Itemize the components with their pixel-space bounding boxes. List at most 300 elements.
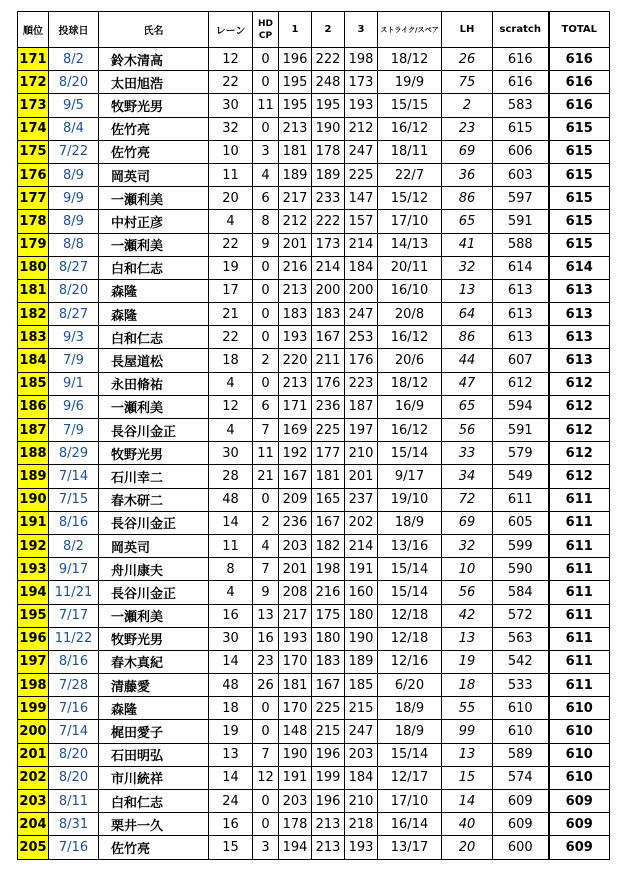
lh-cell: 65 [442, 395, 493, 418]
game-1-cell: 209 [279, 488, 312, 511]
name-cell: 梶田愛子 [99, 720, 209, 743]
hdcp-cell: 0 [253, 372, 279, 395]
strike-spare-cell: 16/12 [378, 326, 442, 349]
game-2-cell: 200 [312, 279, 345, 302]
lh-cell: 65 [442, 210, 493, 233]
game-2-cell: 167 [312, 326, 345, 349]
hdcp-cell: 7 [253, 419, 279, 442]
rank-cell: 182 [18, 303, 49, 326]
hdcp-cell: 11 [253, 94, 279, 117]
game-3-cell: 184 [345, 256, 378, 279]
table-row [18, 674, 610, 697]
lane-cell: 18 [209, 697, 253, 720]
strike-spare-cell: 17/10 [378, 210, 442, 233]
scratch-cell: 611 [493, 488, 549, 511]
rank-cell: 193 [18, 558, 49, 581]
lh-cell: 32 [442, 256, 493, 279]
table-row [18, 279, 610, 302]
lh-cell: 32 [442, 534, 493, 557]
table-row [18, 790, 610, 813]
lh-cell: 56 [442, 581, 493, 604]
game-1-cell: 183 [279, 303, 312, 326]
total-cell: 613 [549, 279, 610, 302]
scratch-cell: 590 [493, 558, 549, 581]
game-3-cell: 160 [345, 581, 378, 604]
game-1-cell: 170 [279, 697, 312, 720]
game-3-cell: 253 [345, 326, 378, 349]
hdcp-cell: 2 [253, 511, 279, 534]
game-2-cell: 214 [312, 256, 345, 279]
strike-spare-cell: 16/12 [378, 117, 442, 140]
game-3-cell: 187 [345, 395, 378, 418]
hdcp-cell: 0 [253, 326, 279, 349]
name-cell: 一瀬利美 [99, 187, 209, 210]
name-cell: 佐竹亮 [99, 836, 209, 859]
table-row [18, 349, 610, 372]
rank-cell: 174 [18, 117, 49, 140]
strike-spare-cell: 15/12 [378, 187, 442, 210]
game-1-cell: 194 [279, 836, 312, 859]
lh-cell: 18 [442, 674, 493, 697]
header-game-3: 3 [345, 12, 378, 48]
rank-cell: 190 [18, 488, 49, 511]
game-2-cell: 198 [312, 558, 345, 581]
date-cell: 9/17 [49, 558, 99, 581]
date-cell: 8/20 [49, 766, 99, 789]
game-2-cell: 190 [312, 117, 345, 140]
date-cell: 8/20 [49, 279, 99, 302]
lane-cell: 28 [209, 465, 253, 488]
hdcp-cell: 0 [253, 256, 279, 279]
date-cell: 8/20 [49, 71, 99, 94]
date-cell: 8/31 [49, 813, 99, 836]
table-row [18, 419, 610, 442]
lh-cell: 23 [442, 117, 493, 140]
lane-cell: 48 [209, 674, 253, 697]
table-row [18, 558, 610, 581]
strike-spare-cell: 18/12 [378, 372, 442, 395]
table-row [18, 395, 610, 418]
hdcp-cell: 8 [253, 210, 279, 233]
lane-cell: 12 [209, 395, 253, 418]
game-2-cell: 213 [312, 813, 345, 836]
lh-cell: 15 [442, 766, 493, 789]
table-row [18, 163, 610, 186]
lane-cell: 22 [209, 326, 253, 349]
game-3-cell: 193 [345, 94, 378, 117]
game-3-cell: 210 [345, 442, 378, 465]
lane-cell: 30 [209, 94, 253, 117]
name-cell: 永田脩祐 [99, 372, 209, 395]
strike-spare-cell: 9/17 [378, 465, 442, 488]
name-cell: 太田旭浩 [99, 71, 209, 94]
date-cell: 8/2 [49, 534, 99, 557]
game-3-cell: 223 [345, 372, 378, 395]
scratch-cell: 616 [493, 48, 549, 71]
game-1-cell: 208 [279, 581, 312, 604]
lh-cell: 75 [442, 71, 493, 94]
header-game-2: 2 [312, 12, 345, 48]
name-cell: 佐竹亮 [99, 140, 209, 163]
rank-cell: 191 [18, 511, 49, 534]
game-3-cell: 193 [345, 836, 378, 859]
strike-spare-cell: 16/12 [378, 419, 442, 442]
strike-spare-cell: 18/12 [378, 48, 442, 71]
lane-cell: 24 [209, 790, 253, 813]
game-2-cell: 196 [312, 743, 345, 766]
lh-cell: 36 [442, 163, 493, 186]
game-3-cell: 184 [345, 766, 378, 789]
lane-cell: 16 [209, 604, 253, 627]
date-cell: 7/14 [49, 720, 99, 743]
rank-cell: 173 [18, 94, 49, 117]
lane-cell: 17 [209, 279, 253, 302]
strike-spare-cell: 22/7 [378, 163, 442, 186]
total-cell: 616 [549, 71, 610, 94]
scratch-cell: 613 [493, 279, 549, 302]
game-1-cell: 216 [279, 256, 312, 279]
game-1-cell: 190 [279, 743, 312, 766]
lh-cell: 13 [442, 743, 493, 766]
rank-cell: 202 [18, 766, 49, 789]
name-cell: 鈴木清高 [99, 48, 209, 71]
game-1-cell: 181 [279, 140, 312, 163]
lane-cell: 15 [209, 836, 253, 859]
lane-cell: 11 [209, 163, 253, 186]
lh-cell: 47 [442, 372, 493, 395]
lane-cell: 10 [209, 140, 253, 163]
table-row [18, 627, 610, 650]
game-1-cell: 178 [279, 813, 312, 836]
hdcp-cell: 2 [253, 349, 279, 372]
date-cell: 8/16 [49, 511, 99, 534]
game-1-cell: 193 [279, 326, 312, 349]
table-row [18, 187, 610, 210]
hdcp-cell: 26 [253, 674, 279, 697]
lh-cell: 33 [442, 442, 493, 465]
hdcp-cell: 3 [253, 836, 279, 859]
lane-cell: 48 [209, 488, 253, 511]
game-2-cell: 195 [312, 94, 345, 117]
date-cell: 7/9 [49, 349, 99, 372]
hdcp-cell: 9 [253, 581, 279, 604]
game-1-cell: 217 [279, 187, 312, 210]
total-cell: 610 [549, 720, 610, 743]
name-cell: 長屋道松 [99, 349, 209, 372]
hdcp-cell: 7 [253, 558, 279, 581]
rank-cell: 196 [18, 627, 49, 650]
hdcp-cell: 4 [253, 163, 279, 186]
lh-cell: 99 [442, 720, 493, 743]
name-cell: 市川統祥 [99, 766, 209, 789]
game-2-cell: 181 [312, 465, 345, 488]
lane-cell: 22 [209, 233, 253, 256]
date-cell: 11/22 [49, 627, 99, 650]
total-cell: 611 [549, 674, 610, 697]
date-cell: 8/27 [49, 256, 99, 279]
strike-spare-cell: 12/17 [378, 766, 442, 789]
header-name: 氏名 [99, 12, 209, 48]
game-1-cell: 170 [279, 650, 312, 673]
table-row [18, 210, 610, 233]
total-cell: 616 [549, 48, 610, 71]
total-cell: 612 [549, 419, 610, 442]
name-cell: 清藤愛 [99, 674, 209, 697]
game-1-cell: 167 [279, 465, 312, 488]
date-cell: 7/15 [49, 488, 99, 511]
lh-cell: 86 [442, 326, 493, 349]
rank-cell: 179 [18, 233, 49, 256]
scratch-cell: 616 [493, 71, 549, 94]
name-cell: 長谷川金正 [99, 419, 209, 442]
strike-spare-cell: 20/6 [378, 349, 442, 372]
lh-cell: 2 [442, 94, 493, 117]
rank-cell: 198 [18, 674, 49, 697]
table-row [18, 140, 610, 163]
lane-cell: 8 [209, 558, 253, 581]
lh-cell: 34 [442, 465, 493, 488]
lh-cell: 13 [442, 279, 493, 302]
strike-spare-cell: 17/10 [378, 790, 442, 813]
total-cell: 611 [549, 650, 610, 673]
table-row [18, 465, 610, 488]
game-2-cell: 165 [312, 488, 345, 511]
game-1-cell: 148 [279, 720, 312, 743]
scratch-cell: 615 [493, 117, 549, 140]
strike-spare-cell: 19/9 [378, 71, 442, 94]
lh-cell: 56 [442, 419, 493, 442]
header-rank: 順位 [18, 12, 49, 48]
date-cell: 9/5 [49, 94, 99, 117]
rank-cell: 192 [18, 534, 49, 557]
scratch-cell: 542 [493, 650, 549, 673]
total-cell: 611 [549, 604, 610, 627]
total-cell: 611 [549, 581, 610, 604]
game-3-cell: 225 [345, 163, 378, 186]
total-cell: 612 [549, 442, 610, 465]
name-cell: 長谷川金正 [99, 581, 209, 604]
date-cell: 7/22 [49, 140, 99, 163]
scratch-cell: 614 [493, 256, 549, 279]
date-cell: 7/14 [49, 465, 99, 488]
table-row [18, 581, 610, 604]
hdcp-cell: 4 [253, 534, 279, 557]
scratch-cell: 533 [493, 674, 549, 697]
game-3-cell: 247 [345, 720, 378, 743]
strike-spare-cell: 18/9 [378, 511, 442, 534]
game-2-cell: 248 [312, 71, 345, 94]
table-row [18, 117, 610, 140]
strike-spare-cell: 15/14 [378, 581, 442, 604]
rank-cell: 175 [18, 140, 49, 163]
game-3-cell: 247 [345, 140, 378, 163]
game-2-cell: 178 [312, 140, 345, 163]
date-cell: 7/28 [49, 674, 99, 697]
lh-cell: 42 [442, 604, 493, 627]
table-row [18, 233, 610, 256]
total-cell: 615 [549, 187, 610, 210]
game-1-cell: 191 [279, 766, 312, 789]
rank-cell: 180 [18, 256, 49, 279]
name-cell: 春木真紀 [99, 650, 209, 673]
strike-spare-cell: 18/9 [378, 697, 442, 720]
date-cell: 7/16 [49, 836, 99, 859]
game-2-cell: 180 [312, 627, 345, 650]
scratch-cell: 563 [493, 627, 549, 650]
game-3-cell: 201 [345, 465, 378, 488]
total-cell: 614 [549, 256, 610, 279]
name-cell: 牧野光男 [99, 442, 209, 465]
game-1-cell: 236 [279, 511, 312, 534]
game-2-cell: 215 [312, 720, 345, 743]
game-1-cell: 217 [279, 604, 312, 627]
game-3-cell: 212 [345, 117, 378, 140]
lane-cell: 21 [209, 303, 253, 326]
table-row [18, 650, 610, 673]
strike-spare-cell: 18/11 [378, 140, 442, 163]
game-2-cell: 189 [312, 163, 345, 186]
rank-cell: 178 [18, 210, 49, 233]
name-cell: 一瀬利美 [99, 604, 209, 627]
date-cell: 9/3 [49, 326, 99, 349]
header-row [18, 12, 610, 48]
game-1-cell: 213 [279, 279, 312, 302]
total-cell: 616 [549, 94, 610, 117]
game-1-cell: 195 [279, 94, 312, 117]
game-1-cell: 201 [279, 233, 312, 256]
strike-spare-cell: 20/8 [378, 303, 442, 326]
strike-spare-cell: 20/11 [378, 256, 442, 279]
name-cell: 栗井一久 [99, 813, 209, 836]
date-cell: 9/6 [49, 395, 99, 418]
header-hdcp [253, 12, 279, 48]
date-cell: 11/21 [49, 581, 99, 604]
table-row [18, 743, 610, 766]
name-cell: 一瀬利美 [99, 395, 209, 418]
name-cell: 岡英司 [99, 534, 209, 557]
hdcp-cell: 0 [253, 71, 279, 94]
scratch-cell: 609 [493, 790, 549, 813]
scratch-cell: 610 [493, 697, 549, 720]
table-row [18, 534, 610, 557]
strike-spare-cell: 15/14 [378, 743, 442, 766]
hdcp-cell: 0 [253, 303, 279, 326]
rank-cell: 184 [18, 349, 49, 372]
total-cell: 611 [549, 488, 610, 511]
table-row [18, 372, 610, 395]
game-2-cell: 213 [312, 836, 345, 859]
strike-spare-cell: 12/18 [378, 604, 442, 627]
scratch-cell: 605 [493, 511, 549, 534]
rank-cell: 194 [18, 581, 49, 604]
date-cell: 8/4 [49, 117, 99, 140]
hdcp-cell: 9 [253, 233, 279, 256]
lh-cell: 26 [442, 48, 493, 71]
game-2-cell: 182 [312, 534, 345, 557]
header-strike-spare: ストライク/スペア [378, 12, 442, 48]
game-3-cell: 147 [345, 187, 378, 210]
table-row [18, 48, 610, 71]
header-scratch: scratch [493, 12, 549, 48]
rank-cell: 176 [18, 163, 49, 186]
rank-cell: 171 [18, 48, 49, 71]
name-cell: 中村正彦 [99, 210, 209, 233]
lane-cell: 4 [209, 210, 253, 233]
scratch-cell: 574 [493, 766, 549, 789]
hdcp-cell: 0 [253, 488, 279, 511]
total-cell: 615 [549, 140, 610, 163]
table-row [18, 71, 610, 94]
lane-cell: 19 [209, 720, 253, 743]
table-row [18, 488, 610, 511]
rank-cell: 189 [18, 465, 49, 488]
lh-cell: 69 [442, 511, 493, 534]
name-cell: 岡英司 [99, 163, 209, 186]
date-cell: 8/8 [49, 233, 99, 256]
ranking-table [17, 11, 610, 860]
name-cell: 白和仁志 [99, 790, 209, 813]
lane-cell: 4 [209, 372, 253, 395]
total-cell: 611 [549, 627, 610, 650]
date-cell: 8/2 [49, 48, 99, 71]
game-1-cell: 195 [279, 71, 312, 94]
name-cell: 一瀬利美 [99, 233, 209, 256]
game-2-cell: 199 [312, 766, 345, 789]
game-3-cell: 197 [345, 419, 378, 442]
lh-cell: 64 [442, 303, 493, 326]
lane-cell: 30 [209, 442, 253, 465]
scratch-cell: 599 [493, 534, 549, 557]
game-2-cell: 233 [312, 187, 345, 210]
total-cell: 613 [549, 326, 610, 349]
game-2-cell: 176 [312, 372, 345, 395]
date-cell: 9/1 [49, 372, 99, 395]
game-3-cell: 190 [345, 627, 378, 650]
lane-cell: 30 [209, 627, 253, 650]
lane-cell: 14 [209, 650, 253, 673]
header-lh: LH [442, 12, 493, 48]
game-3-cell: 189 [345, 650, 378, 673]
name-cell: 石川幸二 [99, 465, 209, 488]
total-cell: 609 [549, 836, 610, 859]
game-2-cell: 222 [312, 48, 345, 71]
total-cell: 609 [549, 790, 610, 813]
lh-cell: 20 [442, 836, 493, 859]
name-cell: 舟川康夫 [99, 558, 209, 581]
game-1-cell: 212 [279, 210, 312, 233]
table-row [18, 604, 610, 627]
game-2-cell: 177 [312, 442, 345, 465]
date-cell: 7/17 [49, 604, 99, 627]
hdcp-cell: 6 [253, 395, 279, 418]
total-cell: 610 [549, 697, 610, 720]
name-cell: 長谷川金正 [99, 511, 209, 534]
table-row [18, 697, 610, 720]
game-1-cell: 213 [279, 117, 312, 140]
rank-cell: 183 [18, 326, 49, 349]
date-cell: 8/20 [49, 743, 99, 766]
game-3-cell: 180 [345, 604, 378, 627]
game-3-cell: 176 [345, 349, 378, 372]
hdcp-cell: 0 [253, 790, 279, 813]
game-2-cell: 225 [312, 419, 345, 442]
strike-spare-cell: 6/20 [378, 674, 442, 697]
hdcp-cell: 0 [253, 813, 279, 836]
table-row [18, 836, 610, 859]
name-cell: 白和仁志 [99, 256, 209, 279]
strike-spare-cell: 18/9 [378, 720, 442, 743]
date-cell: 8/16 [49, 650, 99, 673]
